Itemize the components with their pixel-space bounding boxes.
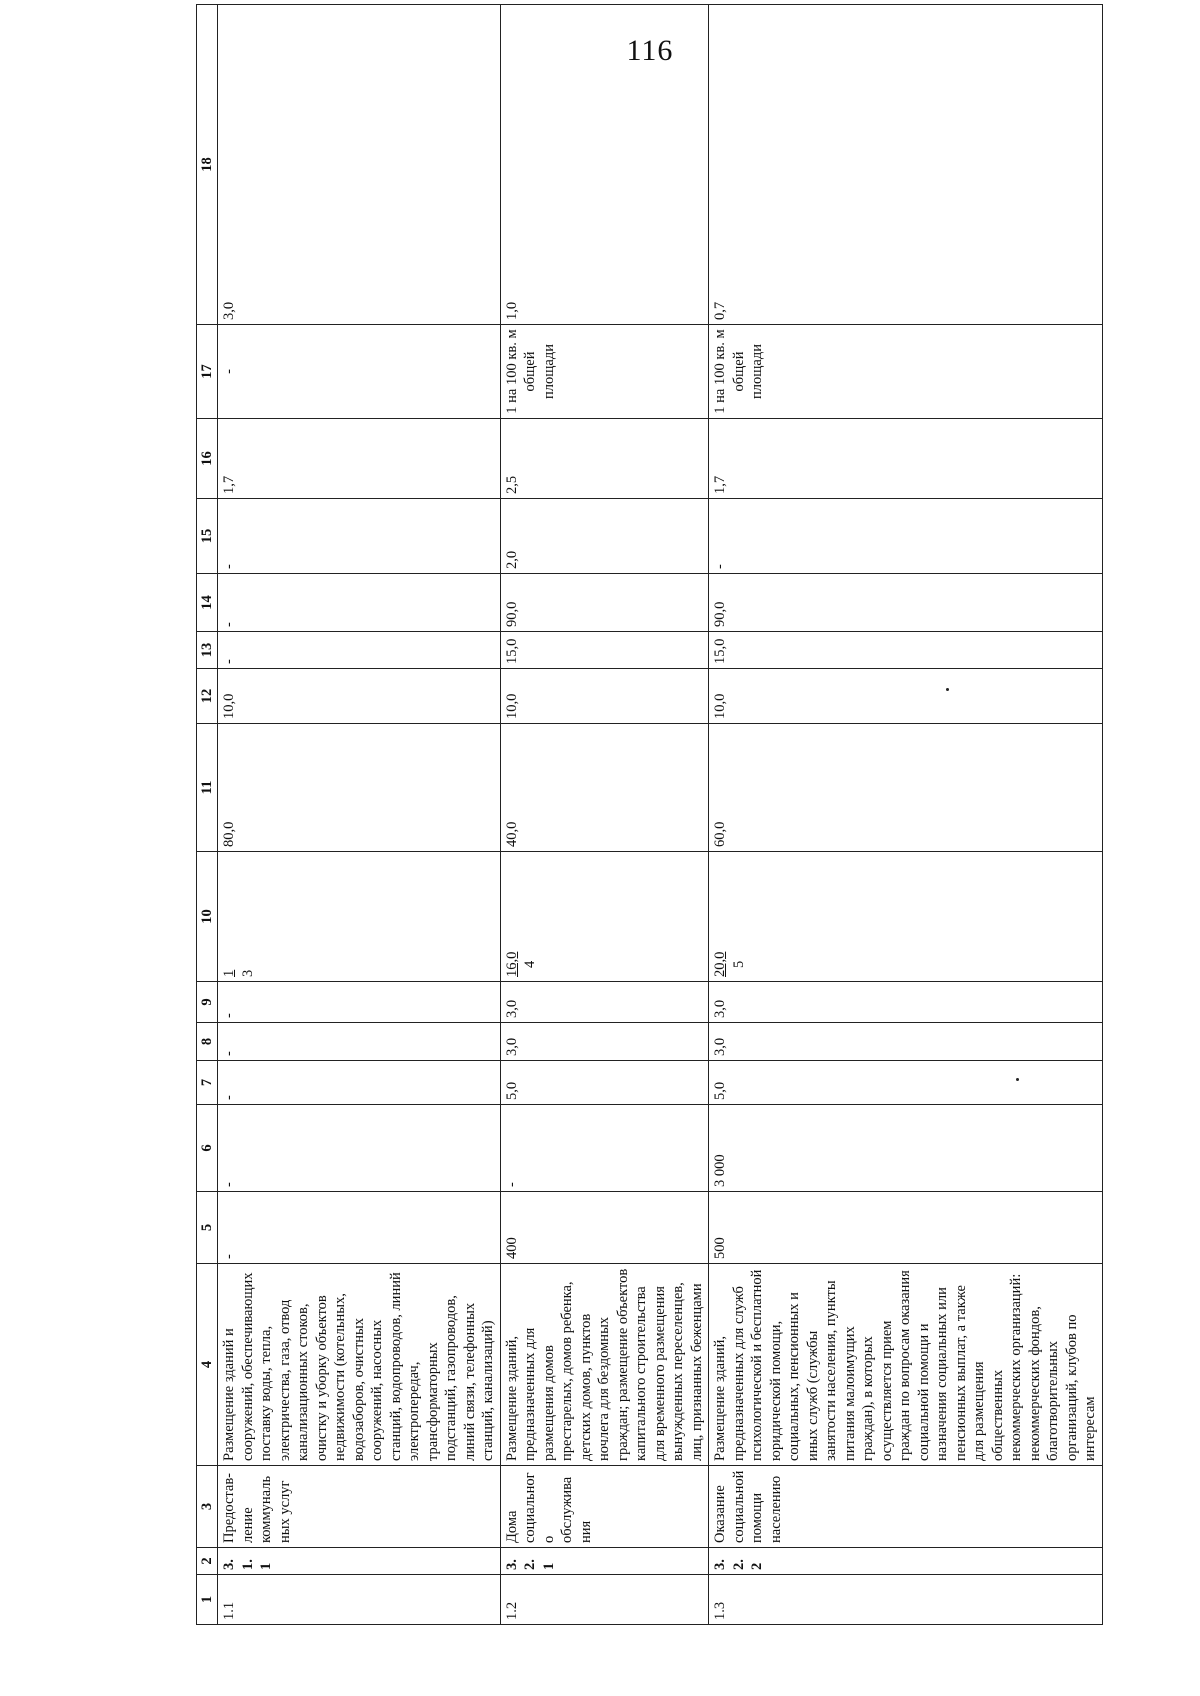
fraction-cell <box>500 852 709 982</box>
value-cell: 3 000 <box>709 1105 1103 1192</box>
header-row <box>197 5 218 1625</box>
row-number: 1.2 <box>500 1575 709 1625</box>
page-number: 116 <box>626 34 674 67</box>
header-cell: 13 <box>197 632 218 669</box>
header-cell: 10 <box>197 852 218 982</box>
value-cell: - <box>709 499 1103 574</box>
value-cell: 400 <box>500 1192 709 1264</box>
value-cell: 90,0 <box>500 574 709 632</box>
value-cell: 10,0 <box>709 669 1103 724</box>
use-type-name: Дома социального обслуживания <box>500 1466 709 1548</box>
value-cell: - <box>218 574 501 632</box>
value-cell: - <box>218 1192 501 1264</box>
use-code: 3.2.1 <box>500 1548 709 1575</box>
header-cell: 6 <box>197 1105 218 1192</box>
header-cell: 18 <box>197 5 218 325</box>
value-cell: - <box>218 632 501 669</box>
value-cell: 2,0 <box>500 499 709 574</box>
table-row <box>218 5 501 1625</box>
value-cell: 500 <box>709 1192 1103 1264</box>
fraction-denominator: 4 <box>522 960 538 968</box>
value-cell: - <box>218 982 501 1023</box>
value-cell: 2,5 <box>500 419 709 499</box>
value-cell: - <box>500 1105 709 1192</box>
value-cell: 15,0 <box>500 632 709 669</box>
value-cell: 10,0 <box>218 669 501 724</box>
value-cell: - <box>218 499 501 574</box>
fraction-denominator: 5 <box>730 960 747 968</box>
fraction-numerator: 20,0 <box>712 951 728 977</box>
value-cell: 1,7 <box>218 419 501 499</box>
header-cell: 8 <box>197 1023 218 1061</box>
value-cell: 90,0 <box>709 574 1103 632</box>
row-number: 1.3 <box>709 1575 1103 1625</box>
use-description: Размещение зданий и сооружений, обеспечивающих поставку воды, тепла, электричества, газа, отвод канализационных стоков, очистку и уборку объектов недвижимости (котельных, водозаборов, очистных сооружений, насосных станций, водопроводов, линий электропередач, трансформаторных подстанций, газопроводов, линий связи, телефонных станций, канализаций) <box>218 1264 501 1466</box>
header-cell: 9 <box>197 982 218 1023</box>
header-cell: 11 <box>197 724 218 852</box>
value-cell: 0,7 <box>709 5 1103 325</box>
fraction-denominator: 3 <box>239 969 256 977</box>
header-cell: 12 <box>197 669 218 724</box>
header-cell: 2 <box>197 1548 218 1575</box>
value-cell: - <box>218 325 501 419</box>
header-cell: 1 <box>197 1575 218 1625</box>
value-cell: 1,0 <box>500 5 709 325</box>
value-cell: 1 на 100 кв. м общей площади <box>500 325 709 419</box>
value-cell: - <box>218 1105 501 1192</box>
value-cell: 3,0 <box>709 982 1103 1023</box>
header-cell: 5 <box>197 1192 218 1264</box>
use-description: Размещение зданий, предназначенных для размещения домов престарелых, домов ребенка, детских домов, пунктов ночлега для бездомных граждан; размещение объектов капитального строительства для временного размещения вынужденных переселенцев, лиц, признанных беженцами <box>500 1264 709 1466</box>
use-code: 3.1.1 <box>218 1548 501 1575</box>
header-cell: 16 <box>197 419 218 499</box>
header-cell: 3 <box>197 1466 218 1548</box>
value-cell: 3,0 <box>709 1023 1103 1061</box>
table-row <box>500 5 709 1625</box>
fraction-cell <box>218 852 501 982</box>
value-cell: 1 на 100 кв. м общей площади <box>709 325 1103 419</box>
value-cell: 5,0 <box>709 1061 1103 1105</box>
rotated-table-sheet <box>196 105 1098 1625</box>
value-cell: 3,0 <box>500 1023 709 1061</box>
land-use-table <box>196 4 1103 1625</box>
header-cell: 14 <box>197 574 218 632</box>
value-cell: - <box>218 1061 501 1105</box>
fraction-numerator: 1 <box>221 969 237 977</box>
value-cell: 15,0 <box>709 632 1103 669</box>
table-row <box>709 5 1103 1625</box>
fraction-cell <box>709 852 1103 982</box>
use-description: Размещение зданий, предназначенных для служб психологической и бесплатной юридической помощи, социальных, пенсионных и иных служб (службы занятости населения, пункты питания малоимущих граждан), в которых осуществляется прием граждан по вопросам оказания социальной помощи и назначения социальных или пенсионных выплат, а также для размещения общественных некоммерческих организаций: некоммерческих фондов, благотворительных организаций, клубов по интересам <box>709 1264 1103 1466</box>
fraction-numerator: 16,0 <box>503 951 520 977</box>
value-cell: 1,7 <box>709 419 1103 499</box>
value-cell: - <box>218 1023 501 1061</box>
header-cell: 15 <box>197 499 218 574</box>
value-cell: 5,0 <box>500 1061 709 1105</box>
value-cell: 60,0 <box>709 724 1103 852</box>
header-cell: 7 <box>197 1061 218 1105</box>
header-cell: 4 <box>197 1264 218 1466</box>
use-type-name: Предостав-ление коммунальных услуг <box>218 1466 501 1548</box>
value-cell: 3,0 <box>500 982 709 1023</box>
header-cell: 17 <box>197 325 218 419</box>
row-number: 1.1 <box>218 1575 501 1625</box>
value-cell: 40,0 <box>500 724 709 852</box>
value-cell: 10,0 <box>500 669 709 724</box>
use-code: 3.2.2 <box>709 1548 1103 1575</box>
use-type-name: Оказание социальной помощи населению <box>709 1466 1103 1548</box>
value-cell: 3,0 <box>218 5 501 325</box>
value-cell: 80,0 <box>218 724 501 852</box>
